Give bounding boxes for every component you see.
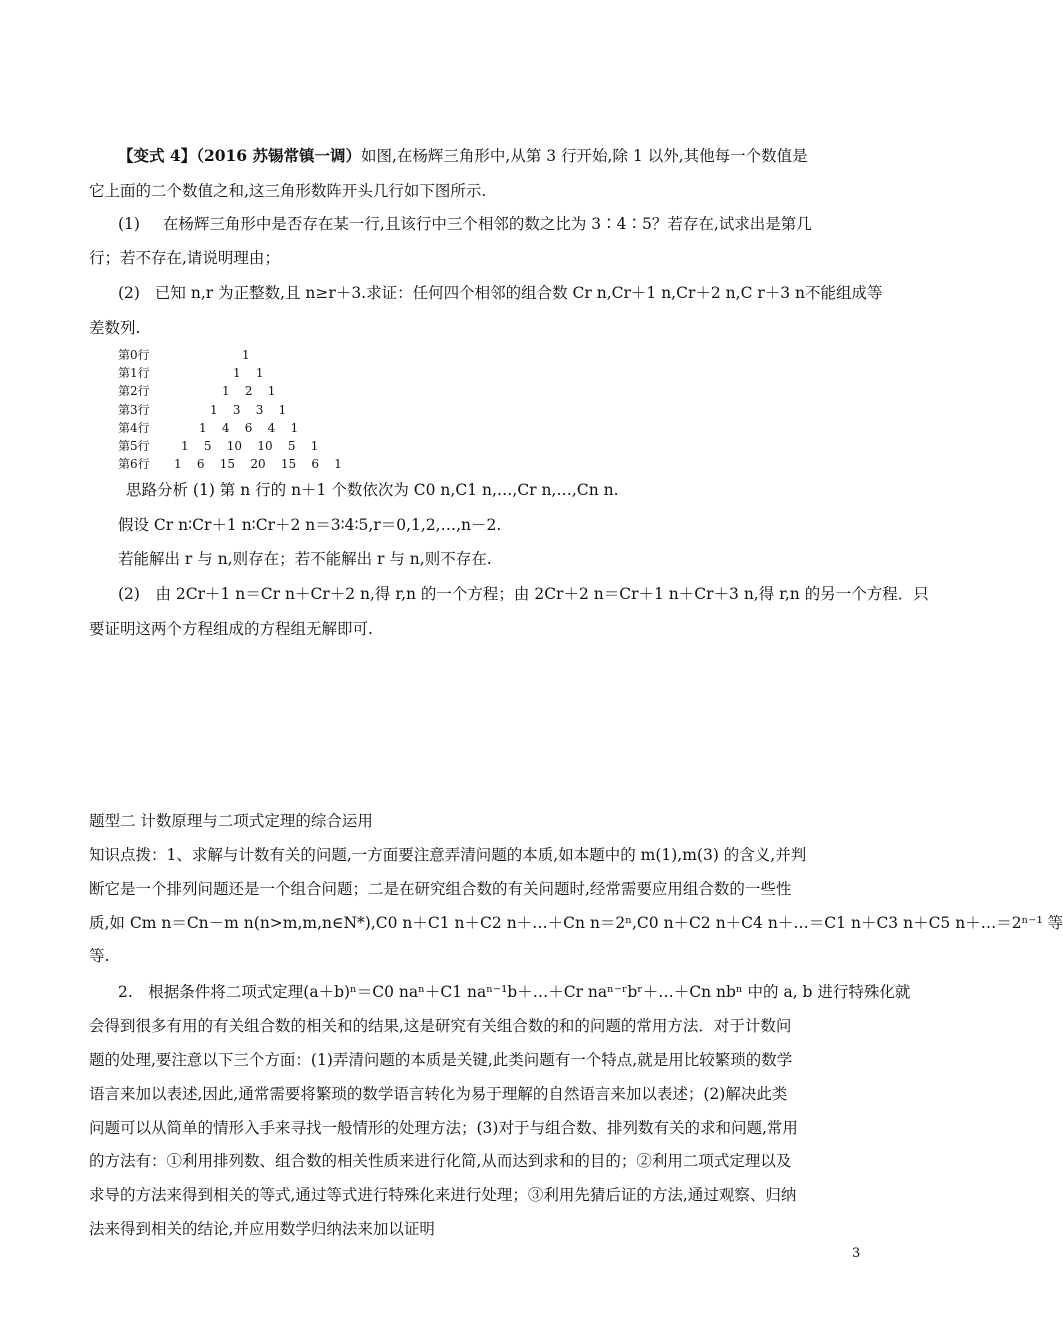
knowledge-line4: 等. — [89, 947, 110, 965]
pascal-row — [118, 401, 378, 419]
pascal-row — [118, 364, 378, 382]
section2-title: 题型二 计数原理与二项式定理的综合运用 — [89, 812, 373, 830]
pascal-row — [118, 419, 378, 437]
variant4-line1 — [118, 146, 808, 166]
pascal-row-values: 1 — [242, 348, 250, 362]
paragraph-2-line5: 问题可以从简单的情形入手来寻找一般情形的处理方法；(3)对于与组合数、排列数有关的求和问题,常用 — [89, 1119, 798, 1137]
pascal-row-label: 第1行 — [118, 366, 150, 381]
pascal-triangle — [118, 346, 378, 473]
paragraph-2-line8: 法来得到相关的结论,并应用数学归纳法来加以证明 — [89, 1220, 435, 1238]
pascal-row-label: 第4行 — [118, 420, 150, 435]
analysis-line4: (2) 由 2Cr＋1 n＝Cr n＋Cr＋2 n,得 r,n 的一个方程；由 2Cr＋2 n＝Cr＋1 n＋Cr＋3 n,得 r,n 的另一个方程．只 — [118, 585, 929, 603]
pascal-row — [118, 455, 378, 473]
pascal-row-label: 第5行 — [118, 438, 150, 453]
pascal-row — [118, 437, 378, 455]
analysis-line2: 假设 Cr n∶Cr＋1 n∶Cr＋2 n＝3∶4∶5,r＝0,1,2,…,n－2. — [118, 516, 502, 534]
paragraph-2-line7: 求导的方法来得到相关的等式,通过等式进行特殊化来进行处理；③利用先猜后证的方法,通过观察、归纳 — [89, 1186, 797, 1204]
analysis-line1: 思路分析 (1) 第 n 行的 n＋1 个数依次为 C0 n,C1 n,…,Cr n,…,Cn n. — [126, 481, 619, 499]
question-2-number: (2) — [118, 284, 140, 302]
pascal-row-values: 1 2 1 — [222, 384, 276, 399]
variant4-source: （2016 苏锡常镇一调） — [196, 146, 361, 165]
question-1 — [118, 214, 812, 234]
pascal-row-values: 1 1 — [233, 366, 264, 381]
pascal-row-label: 第2行 — [118, 384, 150, 399]
pascal-row-label: 第3行 — [118, 402, 150, 417]
paragraph-2-line2: 会得到很多有用的有关组合数的相关和的结果,这是研究有关组合数的和的问题的常用方法．对于计数问 — [89, 1017, 792, 1035]
knowledge-line1: 知识点拨：1、求解与计数有关的问题,一方面要注意弄清问题的本质,如本题中的 m(1),m(3) 的含义,并判 — [89, 846, 807, 864]
analysis-line3: 若能解出 r 与 n,则存在；若不能解出 r 与 n,则不存在. — [118, 550, 492, 568]
question-2-cont: 差数列. — [89, 319, 141, 337]
pascal-row — [118, 382, 378, 400]
variant4-line1-text: 如图,在杨辉三角形中,从第 3 行开始,除 1 以外,其他每一个数值是 — [360, 147, 808, 165]
question-2 — [118, 283, 883, 303]
pascal-row-label: 第0行 — [118, 348, 150, 362]
pascal-row-values: 1 4 6 4 1 — [199, 420, 299, 435]
paragraph-2-line1: 2. 根据条件将二项式定理(a＋b)ⁿ＝C0 naⁿ＋C1 naⁿ⁻¹b＋…＋Cr naⁿ⁻ʳbʳ＋…＋Cn nbⁿ 中的 a, b 进行特殊化就 — [118, 983, 911, 1001]
pascal-row-values: 1 3 3 1 — [210, 402, 287, 417]
paragraph-2-line6: 的方法有：①利用排列数、组合数的相关性质来进行化简,从而达到求和的目的；②利用二项式定理以及 — [89, 1152, 792, 1170]
question-1-text: 在杨辉三角形中是否存在某一行,且该行中三个相邻的数之比为 3∶4∶5？若存在,试求出是第几 — [162, 215, 812, 233]
pascal-row-label: 第6行 — [118, 457, 150, 472]
knowledge-line3: 质,如 Cm n＝Cn－m n(n>m,m,n∈N*),C0 n＋C1 n＋C2 n＋…＋Cn n＝2ⁿ,C0 n＋C2 n＋C4 n＋…＝C1 n＋C3 n＋C5 n＋…＝2ⁿ⁻¹ 等 — [89, 914, 1063, 932]
pascal-row-values: 1 5 10 10 5 1 — [181, 438, 319, 453]
pascal-row — [118, 346, 378, 364]
question-1-cont: 行；若不存在,请说明理由； — [89, 249, 280, 267]
paragraph-2-line3: 题的处理,要注意以下三个方面：(1)弄清问题的本质是关键,此类问题有一个特点,就是用比较繁琐的数学 — [89, 1051, 793, 1069]
question-2-text: 已知 n,r 为正整数,且 n≥r＋3.求证：任何四个相邻的组合数 Cr n,Cr＋1 n,Cr＋2 n,C r＋3 n不能组成等 — [154, 284, 883, 302]
variant4-line2: 它上面的二个数值之和,这三角形数阵开头几行如下图所示. — [89, 182, 487, 200]
pascal-row-values: 1 6 15 20 15 6 1 — [174, 457, 342, 472]
page-number: 3 — [852, 1246, 861, 1261]
paragraph-2-line4: 语言来加以表述,因此,通常需要将繁琐的数学语言转化为易于理解的自然语言来加以表述；(2)解决此类 — [89, 1085, 788, 1103]
variant4-tag: 【变式 4】 — [118, 146, 197, 165]
question-1-number: (1) — [118, 215, 140, 233]
analysis-line5: 要证明这两个方程组成的方程组无解即可. — [89, 620, 373, 638]
knowledge-line2: 断它是一个排列问题还是一个组合问题；二是在研究组合数的有关问题时,经常需要应用组合数的一些性 — [89, 880, 792, 898]
